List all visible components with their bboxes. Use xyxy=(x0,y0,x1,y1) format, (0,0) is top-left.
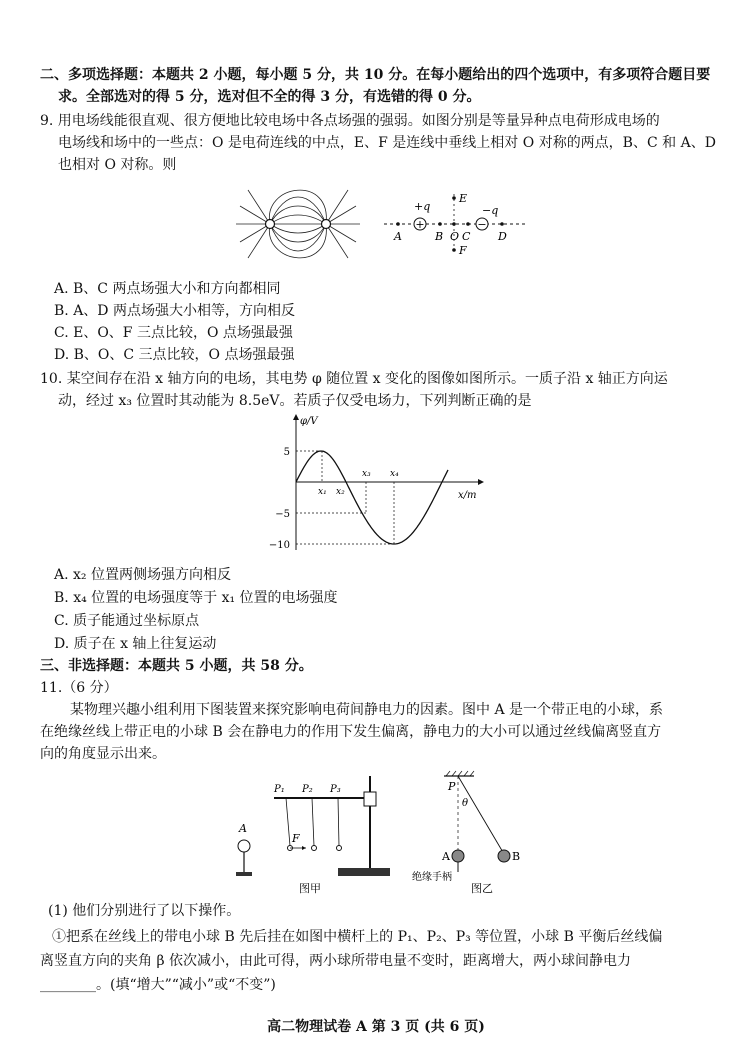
caption-yi: 图乙 xyxy=(471,882,493,894)
figure-jia xyxy=(230,768,406,894)
stand-a-base xyxy=(236,872,252,876)
caption-jia: 图甲 xyxy=(299,882,321,894)
label-E: E xyxy=(459,192,468,205)
point-F xyxy=(452,248,456,252)
q9-stem-line1: 9. 用电场线能很直观、很方便地比较电场中各点场强的强弱。如图分别是等量异种点电荷形成电场的 xyxy=(40,113,660,129)
y-tick-label: −10 xyxy=(268,540,290,551)
section2-heading-line2: 求。全部选对的得 5 分，选对但不全的得 3 分，有选错的得 0 分。 xyxy=(58,89,481,105)
x-tick-label: x₂ xyxy=(336,487,345,497)
label-A: A xyxy=(442,850,450,863)
label-minus-q: −q xyxy=(482,204,499,217)
label-P3: P₃ xyxy=(330,784,341,795)
ball-b-p2 xyxy=(312,846,317,851)
field-lines-diagram xyxy=(236,190,360,258)
thread-p3 xyxy=(338,798,339,846)
page-footer: 高二物理试卷 A 第 3 页 (共 6 页) xyxy=(267,1019,485,1035)
thread-p2 xyxy=(312,798,314,846)
point-C xyxy=(466,222,470,226)
label-P2: P₂ xyxy=(302,784,313,795)
x-tick-label: x₃ xyxy=(362,469,371,479)
q11-item1-line3: ________。(填“增大”“减小”或“不变”) xyxy=(40,977,276,993)
thread-p1 xyxy=(286,798,290,846)
q10-potential-graph xyxy=(268,410,488,560)
label-plus-q: +q xyxy=(414,200,431,213)
q10-stem-line1: 10. 某空间存在沿 x 轴方向的电场，其电势 φ 随位置 x 变化的图像如图所示。一质子沿 x 轴正方向运 xyxy=(40,371,668,387)
point-D xyxy=(500,222,504,226)
q9-figure xyxy=(232,178,528,270)
stand-base xyxy=(338,868,390,876)
sphere-a xyxy=(238,840,250,852)
x-axis-label: x/m xyxy=(458,490,477,501)
potential-curve xyxy=(296,451,448,544)
x-tick-label: x₁ xyxy=(318,487,327,497)
plus-sign: + xyxy=(415,218,425,231)
label-P: P xyxy=(448,780,456,793)
x-axis-arrow-icon xyxy=(478,479,484,485)
x-tick-label: x₄ xyxy=(390,469,399,479)
sphere-b xyxy=(498,850,510,862)
force-arrowhead-icon xyxy=(302,846,306,850)
label-theta: θ xyxy=(462,798,469,809)
label-A: A xyxy=(394,230,402,243)
section2-heading-line1: 二、多项选择题：本题共 2 小题，每小题 5 分，共 10 分。在每小题给出的四个选项中，有多项符合题目要 xyxy=(40,67,711,83)
sphere-a xyxy=(452,850,464,862)
q9-stem-line2: 电场线和场中的一些点：O 是电荷连线的中点，E、F 是连线中垂线上相对 O 对称的两点，B、C 和 A、D xyxy=(58,135,716,151)
label-P1: P₁ xyxy=(274,784,285,795)
label-O: O xyxy=(450,230,460,243)
q10-stem-line2: 动，经过 x₃ 位置时其动能为 8.5eV。若质子仅受电场力，下列判断正确的是 xyxy=(58,393,532,409)
y-tick-label: −5 xyxy=(275,509,290,520)
ceiling-hatch xyxy=(446,771,474,776)
ball-b-p3 xyxy=(337,846,342,851)
q11-para-line1: 某物理兴趣小组利用下图装置来探究影响电荷间静电力的因素。图中 A 是一个带正电的小球，系 xyxy=(70,702,664,718)
q10-option-a: A. x₂ 位置两侧场强方向相反 xyxy=(54,567,231,583)
q11-item1-line2: 离竖直方向的夹角 β 依次减小，由此可得，两小球所带电量不变时，距离增大，两小球间静电力 xyxy=(40,953,631,969)
clamp xyxy=(364,792,376,806)
y-axis-arrow-icon xyxy=(293,414,299,420)
q10-option-b: B. x₄ 位置的电场强度等于 x₁ 位置的电场强度 xyxy=(54,590,338,606)
y-tick-label: 5 xyxy=(283,447,290,458)
label-C: C xyxy=(462,230,471,243)
label-A: A xyxy=(239,822,247,835)
section3-heading: 三、非选择题：本题共 5 小题，共 58 分。 xyxy=(40,658,313,674)
figure-yi xyxy=(410,768,540,894)
label-F: F xyxy=(292,832,300,845)
q11-title: 11.（6 分） xyxy=(40,680,118,696)
q11-item1-line1: ①把系在丝线上的带电小球 B 先后挂在如图中横杆上的 P₁、P₂、P₃ 等位置，小球 B 平衡后丝线偏 xyxy=(52,929,663,945)
label-B: B xyxy=(512,850,521,863)
thread-pb xyxy=(458,776,504,854)
q11-sub1: (1) 他们分别进行了以下操作。 xyxy=(48,903,241,919)
minus-sign: − xyxy=(477,218,487,231)
q11-para-line3: 向的角度显示出来。 xyxy=(40,746,166,762)
label-D: D xyxy=(498,230,507,243)
label-B: B xyxy=(435,230,444,243)
positive-charge-icon xyxy=(266,220,275,229)
label-F: F xyxy=(459,244,467,257)
y-axis-label: φ/V xyxy=(300,416,318,427)
point-B xyxy=(438,222,442,226)
q9-option-b: B. A、D 两点场强大小相等，方向相反 xyxy=(54,303,295,319)
q11-para-line2: 在绝缘丝线上带正电的小球 B 会在静电力的作用下发生偏离，静电力的大小可以通过丝线偏离竖直方 xyxy=(40,724,662,740)
q9-stem-line3: 也相对 O 对称。则 xyxy=(58,157,177,173)
label-insulated-handle: 绝缘手柄 xyxy=(412,872,452,883)
point-A xyxy=(396,222,400,226)
q10-option-c: C. 质子能通过坐标原点 xyxy=(54,613,200,629)
q10-option-d: D. 质子在 x 轴上往复运动 xyxy=(54,636,217,652)
q9-option-c: C. E、O、F 三点比较，O 点场强最强 xyxy=(54,325,293,341)
q9-option-d: D. B、O、C 三点比较，O 点场强最强 xyxy=(54,347,295,363)
point-O xyxy=(452,222,456,226)
point-E xyxy=(452,196,456,200)
q9-option-a: A. B、C 两点场强大小和方向都相同 xyxy=(54,281,281,297)
negative-charge-icon xyxy=(322,220,331,229)
